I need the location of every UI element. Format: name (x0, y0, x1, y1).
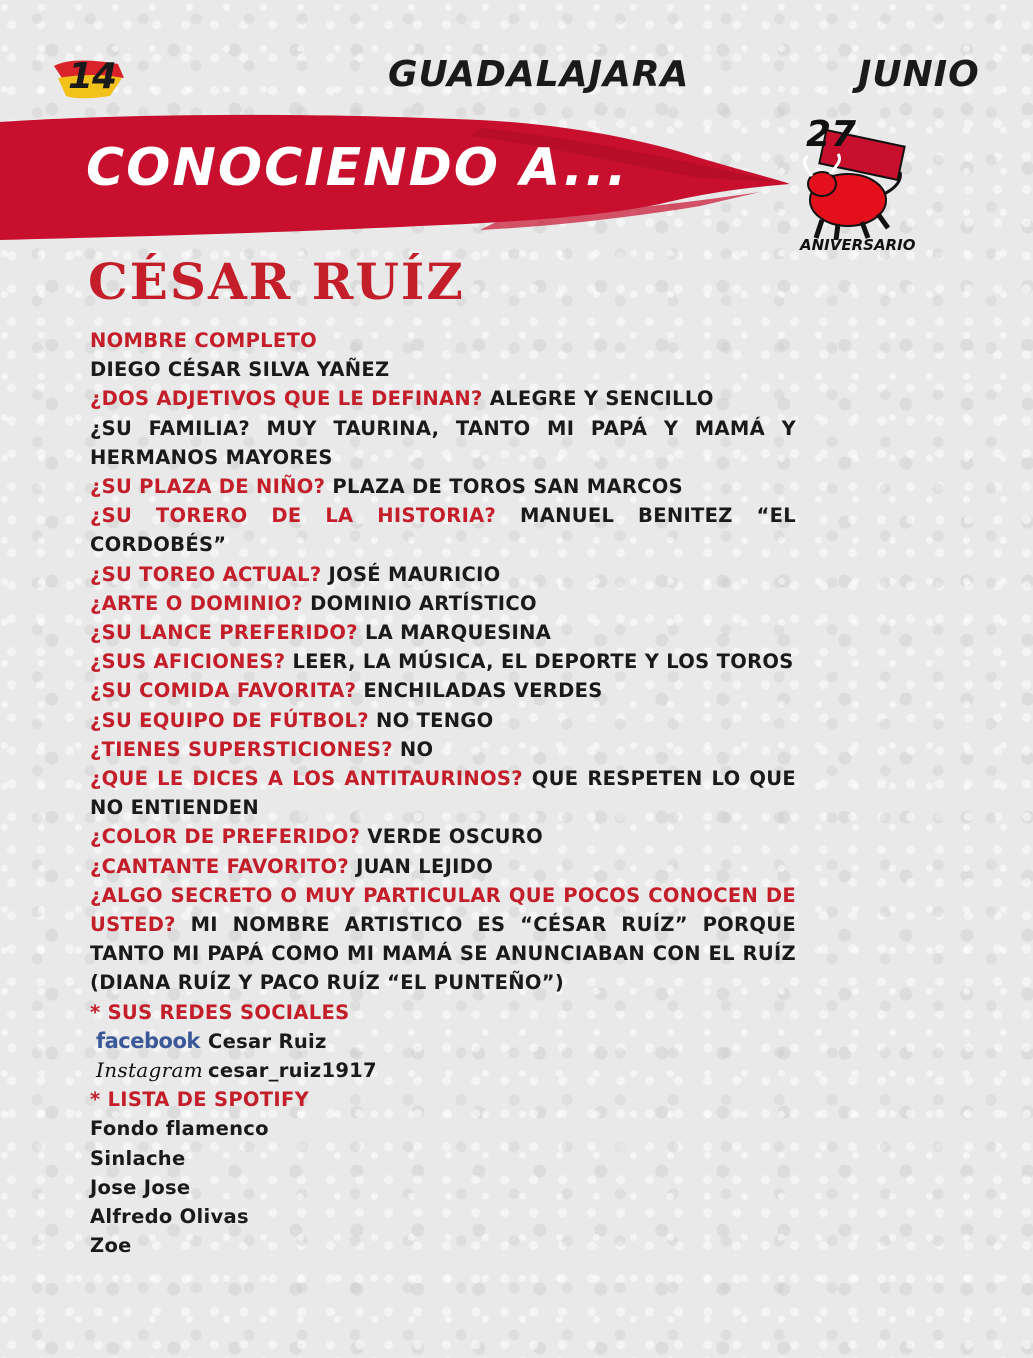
spotify-item: Fondo flamenco (90, 1117, 269, 1141)
spotify-item: Jose Jose (90, 1175, 191, 1199)
instagram-handle: cesar_ruiz1917 (208, 1059, 377, 1083)
qa-answer: DIEGO CÉSAR SILVA YAÑEZ (90, 358, 390, 382)
facebook-logo-icon: facebook (96, 1028, 200, 1053)
qa-answer: LA MARQUESINA (364, 621, 552, 645)
page-number-badge (48, 56, 128, 104)
qa-item (90, 881, 796, 998)
logo-caption: ANIVERSARIO (800, 236, 916, 254)
qa-question: ¿SU TORERO DE LA HISTORIA? (90, 504, 497, 528)
social-instagram (90, 1056, 796, 1085)
qa-answer: LEER, LA MÚSICA, EL DEPORTE Y LOS TOROS (292, 650, 794, 674)
qa-question: ¿QUE LE DICES A LOS ANTITAURINOS? (90, 767, 523, 791)
qa-answer: VERDE OSCURO (367, 825, 544, 849)
qa-question: ¿SUS AFICIONES? (90, 650, 286, 674)
qa-question: ¿COLOR DE PREFERIDO? (90, 825, 361, 849)
social-facebook (90, 1027, 796, 1056)
qa-item (90, 560, 796, 589)
spotify-item: Zoe (90, 1234, 132, 1258)
qa-question: ¿ALGO SECRETO O MUY PARTICULAR QUE POCOS CONOCEN DE USTED? (90, 883, 796, 937)
qa-item (90, 384, 796, 413)
qa-item (90, 501, 796, 559)
qa-question: ¿SU COMIDA FAVORITA? (90, 679, 357, 703)
qa-question: ¿SU LANCE PREFERIDO? (90, 621, 358, 645)
month-label: JUNIO (858, 54, 980, 95)
qa-answer: NO (399, 737, 434, 761)
qa-item (90, 472, 796, 501)
anniversary-logo (792, 110, 916, 260)
qa-item (90, 706, 796, 735)
qa-question: ¿SU TOREO ACTUAL? (90, 562, 322, 586)
qa-item (90, 414, 796, 472)
qa-answer: QUE RESPETEN LO QUE NO ENTIENDEN (90, 767, 796, 820)
page-title: CÉSAR RUÍZ (88, 252, 465, 311)
qa-answer: ALEGRE Y SENCILLO (489, 387, 714, 411)
qa-answer: JUAN LEJIDO (356, 854, 494, 878)
qa-item (90, 735, 796, 764)
qa-question: ¿SU PLAZA DE NIÑO? (90, 475, 326, 499)
facebook-handle: Cesar Ruiz (208, 1029, 327, 1053)
page-number: 14 (68, 56, 117, 97)
interview-content (90, 326, 796, 1260)
qa-item (90, 647, 796, 676)
qa-answer: NO TENGO (375, 708, 494, 732)
qa-question: NOMBRE COMPLETO (90, 329, 317, 352)
qa-item (90, 764, 796, 822)
qa-answer: MI NOMBRE ARTISTICO ES “CÉSAR RUÍZ” PORQUE TANTO MI PAPÁ COMO MI MAMÁ SE ANUNCIABAN CON EL RUÍZ (DIANA RUÍZ Y PACO RUÍZ “EL PUNTEÑO”) (90, 913, 796, 995)
qa-answer: ENCHILADAS VERDES (363, 679, 603, 703)
qa-item (90, 355, 796, 384)
qa-item (90, 822, 796, 851)
qa-question: ¿SU EQUIPO DE FÚTBOL? (90, 708, 369, 732)
spotify-item: Alfredo Olivas (90, 1205, 249, 1229)
qa-question: ¿DOS ADJETIVOS QUE LE DEFINAN? (90, 387, 483, 411)
social-heading: * SUS REDES SOCIALES (90, 1000, 350, 1024)
spotify-item: Sinlache (90, 1146, 186, 1170)
section-title: CONOCIENDO A... (86, 138, 629, 198)
qa-question: ¿CANTANTE FAVORITO? (90, 854, 349, 878)
qa-item (90, 676, 796, 705)
instagram-logo-icon: Instagram (96, 1058, 203, 1083)
qa-item (90, 852, 796, 881)
spotify-heading: * LISTA DE SPOTIFY (90, 1088, 309, 1112)
qa-item (90, 618, 796, 647)
qa-answer: MANUEL BENITEZ “EL CORDOBÉS” (90, 504, 796, 557)
qa-answer: ¿SU FAMILIA? MUY TAURINA, TANTO MI PAPÁ Y MAMÁ Y HERMANOS MAYORES (90, 416, 796, 469)
qa-answer: PLAZA DE TOROS SAN MARCOS (332, 475, 684, 499)
qa-answer: DOMINIO ARTÍSTICO (310, 591, 537, 615)
qa-question: ¿TIENES SUPERSTICIONES? (90, 737, 393, 761)
city-label: GUADALAJARA (388, 54, 690, 95)
qa-answer: JOSÉ MAURICIO (328, 562, 501, 586)
logo-number: 27 (806, 114, 857, 155)
qa-question: ¿ARTE O DOMINIO? (90, 591, 304, 615)
qa-item (90, 326, 796, 355)
qa-item (90, 589, 796, 618)
